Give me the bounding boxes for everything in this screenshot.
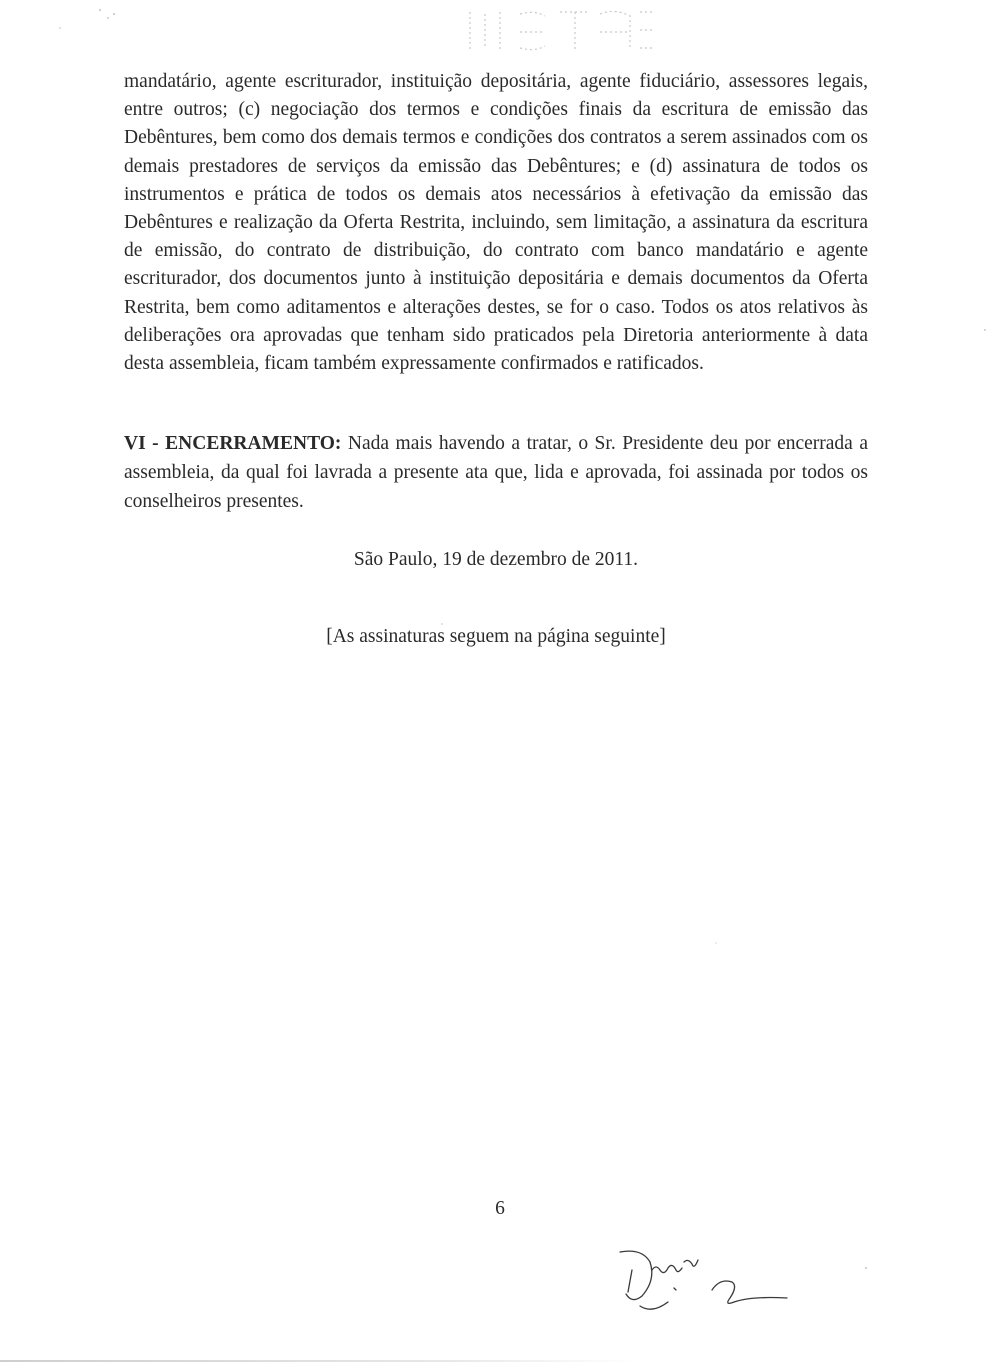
closing-text: Nada mais havendo a tratar, o Sr. Presidente deu por encerrada a assembleia, da qual foi lavrada a presente ata que, lida e aprovada, foi assinada por todos os conselheiros presentes. bbox=[124, 433, 868, 512]
handwritten-signature bbox=[612, 1240, 802, 1320]
signatures-note: [As assinaturas seguem na página seguinte] bbox=[326, 626, 666, 647]
closing-heading: VI - ENCERRAMENTO: bbox=[124, 433, 342, 454]
faint-stamp-mark bbox=[450, 2, 665, 60]
closing-paragraph bbox=[124, 429, 868, 516]
date-line: São Paulo, 19 de dezembro de 2011. bbox=[353, 549, 639, 570]
body-paragraph: mandatário, agente escriturador, instituição depositária, agente fiduciário, assessores legais, entre outros; (c) negociação dos termos e condições finais da escritura de emissão das Debêntures, bem como dos demais termos e condições dos contratos a serem assinados com os demais prestadores de serviços da emissão das Debêntures; e (d) assinatura de todos os instrumentos e prática de todos os demais atos necessários à efetivação da emissão das Debêntures e realização da Oferta Restrita, incluindo, sem limitação, a assinatura da escritura de emissão, do contrato de distribuição, do contrato com banco mandatário e agente escriturador, dos documentos junto à instituição depositária e demais documentos da Oferta Restrita, bem como aditamentos e alterações destes, se for o caso. Todos os atos relativos às deliberações ora aprovadas que tenham sido praticados pela Diretoria anteriormente à data desta assembleia, ficam também expressamente confirmados e ratificados. bbox=[124, 71, 868, 375]
scan-edge-line bbox=[0, 1360, 640, 1362]
page-number: 6 bbox=[495, 1198, 505, 1219]
